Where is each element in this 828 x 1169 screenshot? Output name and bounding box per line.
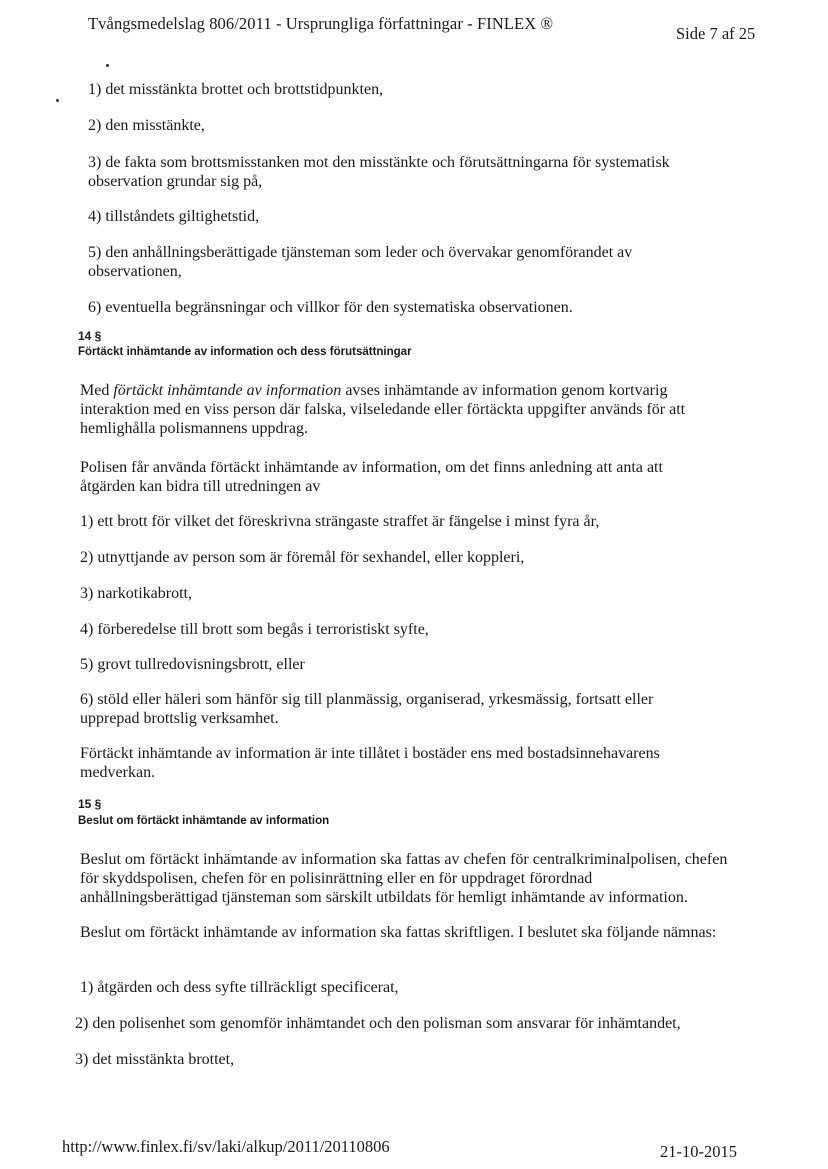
section-paragraph: Beslut om förtäckt inhämtande av information ska fattas av chefen för centralkriminalpolisen, chefen för skyddspolisen, chefen för en polisinrättning eller en för uppdraget förordnad anhållningsberättigad tjänsteman som särskilt utbildats för hemligt inhämtande av information. [80,851,728,906]
list-item: 3) narkotikabrott, [80,585,192,602]
scan-speck [56,99,59,102]
section-paragraph [80,381,730,438]
scan-speck [106,64,109,67]
intro-prefix: Med [80,382,114,399]
section-heading: Beslut om förtäckt inhämtande av information [78,815,330,827]
list-item: 4) förberedelse till brott som begås i terroristiskt syfte, [80,621,429,638]
list-item: 5) den anhållningsberättigade tjänsteman som leder och övervakar genomförandet av observationen, [88,244,633,280]
list-item: 3) de fakta som brottsmisstanken mot den misstänkte och förutsättningarna för systematisk observation grundar sig på, [88,154,670,190]
list-item: 6) stöld eller häleri som hänför sig till planmässig, organiserad, yrkesmässig, fortsatt eller upprepad brottslig verksamhet. [80,691,654,727]
list-item: 1) ett brott för vilket det föreskrivna strängaste straffet är fängelse i minst fyra år, [80,513,600,530]
section-paragraph: Förtäckt inhämtande av information är inte tillåtet i bostäder ens med bostadsinnehavarens medverkan. [80,745,660,781]
section-number: 14 § [78,329,102,343]
list-item: 2) utnyttjande av person som är föremål för sexhandel, eller koppleri, [80,549,525,566]
header-title: Tvångsmedelslag 806/2011 - Ursprungliga författningar - FINLEX ® [88,14,554,33]
list-item: 3) det misstänkta brottet, [75,1051,235,1068]
section-number: 15 § [78,797,102,811]
section-heading: Förtäckt inhämtande av information och dess förutsättningar [78,346,412,358]
defined-term: förtäckt inhämtande av information [113,382,342,399]
list-item: 1) det misstänkta brottet och brottstidpunkten, [88,81,384,98]
page-number: Side 7 af 25 [676,24,756,43]
list-item: 4) tillståndets giltighetstid, [88,208,260,225]
list-item: 2) den misstänkte, [88,117,205,134]
list-item: 2) den polisenhet som genomför inhämtandet och den polisman som ansvarar för inhämtandet, [75,1015,681,1032]
footer-date: 21-10-2015 [660,1142,737,1161]
list-item: 6) eventuella begränsningar och villkor för den systematiska observationen. [88,299,573,316]
list-item: 5) grovt tullredovisningsbrott, eller [80,656,305,673]
section-paragraph: Beslut om förtäckt inhämtande av information ska fattas skriftligen. I beslutet ska följande nämnas: [80,924,717,941]
intro-rest: avses inhämtande av information genom kortvarig interaktion med en viss person där falska, vilseledande eller förtäckta uppgifter används för att hemlighålla polismannens uppdrag. [80,382,686,437]
list-item: 1) åtgärden och dess syfte tillräckligt specificerat, [80,979,399,996]
section-paragraph: Polisen får använda förtäckt inhämtande av information, om det finns anledning att anta att åtgärden kan bidra till utredningen av [80,459,663,495]
footer-url: http://www.finlex.fi/sv/laki/alkup/2011/20110806 [62,1137,390,1156]
